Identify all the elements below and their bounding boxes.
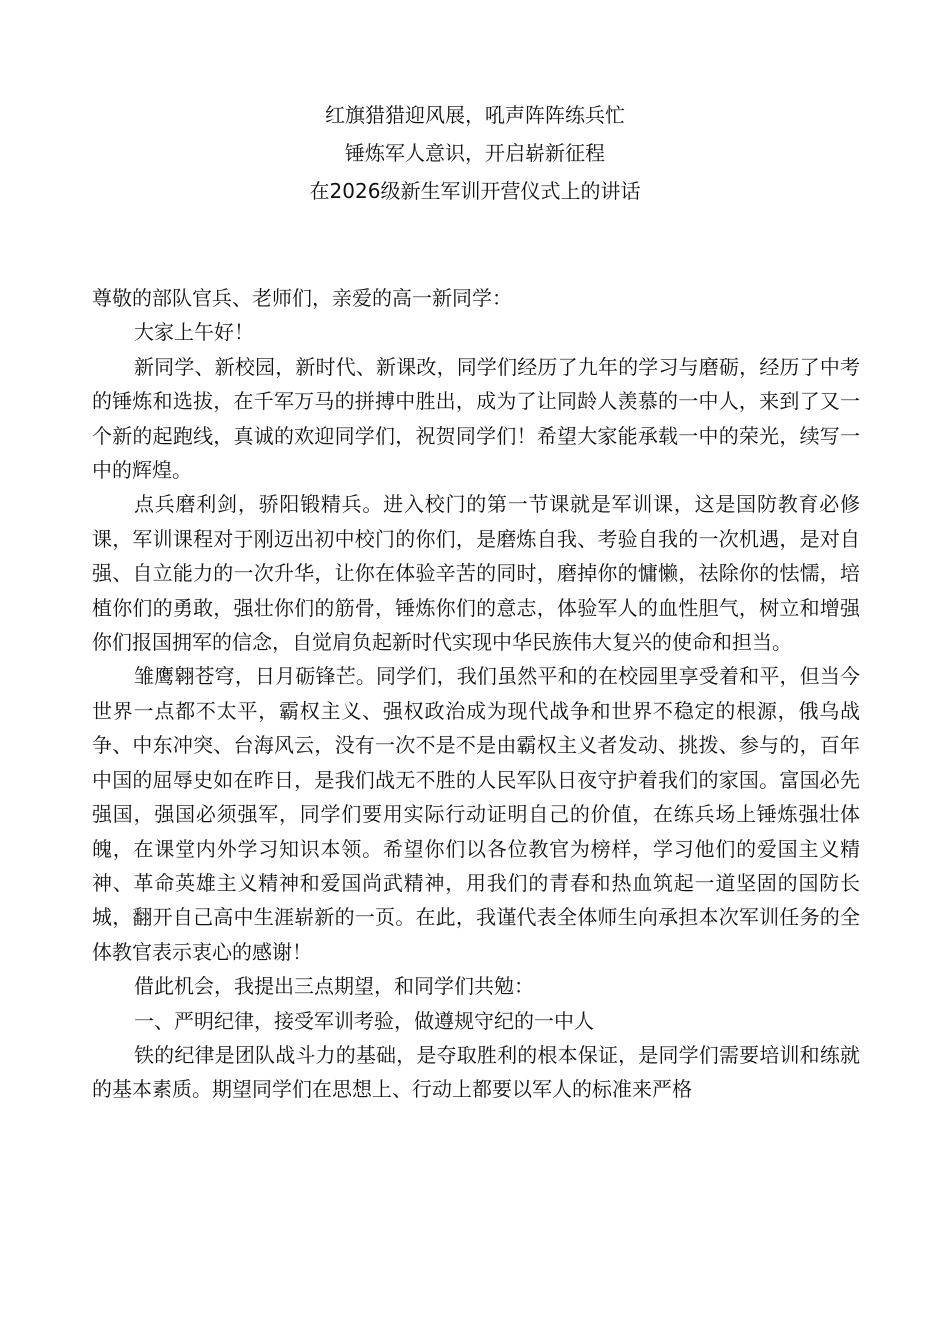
discipline-paragraph: 铁的纪律是团队战斗力的基础，是夺取胜利的根本保证，是同学们需要培训和练就的基本素质。期望同学们在思想上、行动上都要以军人的标准来严格 bbox=[92, 1042, 860, 1102]
title-line-2: 锤炼军人意识，开启崭新征程 bbox=[345, 141, 605, 165]
patriotism-paragraph: 雏鹰翱苍穹，日月砺锋芒。同学们，我们虽然平和的在校园里享受着和平，但当今世界一点都不太平，霸权主义、强权政治成为现代战争和世界不稳定的根源，俄乌战争、中东冲突、台海风云，没有一次不是不是由霸权主义者发动、挑拨、参与的，百年中国的屈辱史如在昨日，是我们战无不胜的人民军队日夜守护着我们的家国。富国必先强国，强国必须强军，同学们要用实际行动证明自己的价值，在练兵场上锤炼强壮体魄，在课堂内外学习知识本领。希望你们以各位教官为榜样，学习他们的爱国主义精神、革命英雄主义精神和爱国尚武精神，用我们的青春和热血筑起一道坚固的国防长城，翻开自己高中生涯崭新的一页。在此，我谨代表全体师生向承担本次军训任务的全体教官表示衷心的感谢！ bbox=[92, 664, 860, 964]
military-training-paragraph: 点兵磨利剑，骄阳锻精兵。进入校门的第一节课就是军训课，这是国防教育必修课，军训课程对于刚迈出初中校门的你们，是磨炼自我、考验自我的一次机遇，是对自强、自立能力的一次升华，让你在体验辛苦的同时，磨掉你的慵懒，祛除你的怯懦，培植你们的勇敢，强壮你们的筋骨，锤炼你们的意志，体验军人的血性胆气，树立和增强你们报国拥军的信念，自觉肩负起新时代实现中华民族伟大复兴的使命和担当。 bbox=[92, 492, 860, 655]
expectations-intro-paragraph: 借此机会，我提出三点期望，和同学们共勉： bbox=[134, 974, 534, 999]
speech-body bbox=[92, 281, 860, 1107]
title-line-1: 红旗猎猎迎风展，吼声阵阵练兵忙 bbox=[325, 103, 625, 127]
speech-title bbox=[0, 96, 950, 210]
title-line-3: 在2026级新生军训开营仪式上的讲话 bbox=[309, 179, 641, 203]
greeting-paragraph: 大家上午好！ bbox=[134, 320, 254, 345]
welcome-paragraph: 新同学、新校园，新时代、新课改，同学们经历了九年的学习与磨砺，经历了中考的锤炼和选拔，在千军万马的拼搏中胜出，成为了让同龄人羡慕的一中人，来到了又一个新的起跑线，真诚的欢迎同学们，祝贺同学们！希望大家能承载一中的荣光，续写一中的辉煌。 bbox=[92, 354, 860, 483]
salutation: 尊敬的部队官兵、老师们，亲爱的高一新同学： bbox=[92, 286, 512, 310]
section-heading-1: 一、严明纪律，接受军训考验，做遵规守纪的一中人 bbox=[134, 1008, 594, 1033]
